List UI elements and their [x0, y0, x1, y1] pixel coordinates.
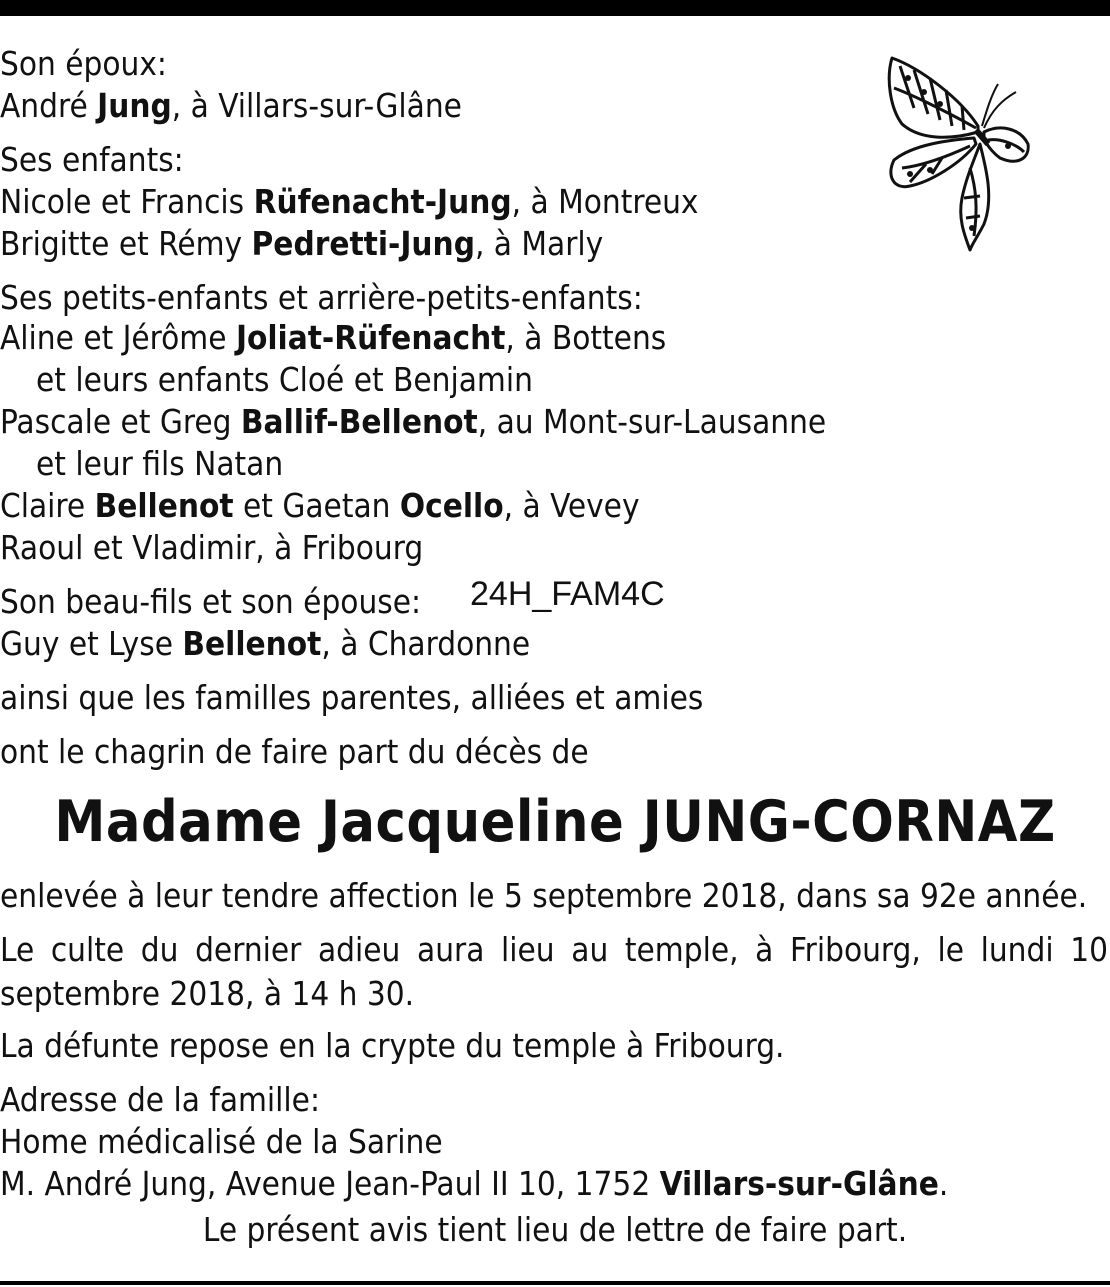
grandchild-line-6: Raoul et Vladimir, à Fribourg — [0, 528, 424, 567]
spouse-line: André Jung, à Villars-sur-Glâne — [0, 86, 462, 125]
bottom-rule — [0, 1281, 1110, 1285]
stepson-heading: Son beau-fils et son épouse: — [0, 582, 422, 621]
grandchild-line-3: Pascale et Greg Ballif-Bellenot, au Mont-sur-Lausanne — [0, 402, 827, 441]
grandchild-line-2: et leurs enfants Cloé et Benjamin — [36, 360, 533, 399]
ceremony-text: Le culte du dernier adieu aura lieu au temple, à Fribourg, le lundi 10 septembre 2018, à 14 h 30. — [0, 930, 1108, 1013]
children-heading: Ses enfants: — [0, 140, 184, 179]
address-line-1: Home médicalisé de la Sarine — [0, 1122, 443, 1161]
top-rule — [0, 0, 1110, 16]
grandchild-line-4: et leur fils Natan — [36, 444, 284, 483]
grandchildren-heading: Ses petits-enfants et arrière-petits-enfants: — [0, 278, 643, 317]
deceased-name: Madame Jacqueline JUNG-CORNAZ — [54, 789, 1056, 855]
spouse-heading: Son époux: — [0, 44, 167, 83]
announce-line: ont le chagrin de faire part du décès de — [0, 732, 589, 771]
child-line-1: Nicole et Francis Rüfenacht-Jung, à Montreux — [0, 182, 699, 221]
address-heading: Adresse de la famille: — [0, 1080, 320, 1119]
passing-line: enlevée à leur tendre affection le 5 septembre 2018, dans sa 92e année. — [0, 876, 1088, 915]
address-line-2: M. André Jung, Avenue Jean-Paul II 10, 1752 Villars-sur-Glâne. — [0, 1164, 949, 1203]
rest-line: La défunte repose en la crypte du temple à Fribourg. — [0, 1026, 785, 1065]
grandchild-line-5: Claire Bellenot et Gaetan Ocello, à Vevey — [0, 486, 640, 525]
butterfly-icon — [880, 48, 1032, 252]
grandchild-line-1: Aline et Jérôme Joliat-Rüfenacht, à Bottens — [0, 318, 667, 357]
families-line: ainsi que les familles parentes, alliées et amies — [0, 678, 704, 717]
stepson-line: Guy et Lyse Bellenot, à Chardonne — [0, 624, 531, 663]
ad-code: 24H_FAM4C — [470, 575, 665, 613]
child-line-2: Brigitte et Rémy Pedretti-Jung, à Marly — [0, 224, 604, 263]
closing-line: Le présent avis tient lieu de lettre de faire part. — [202, 1210, 908, 1249]
